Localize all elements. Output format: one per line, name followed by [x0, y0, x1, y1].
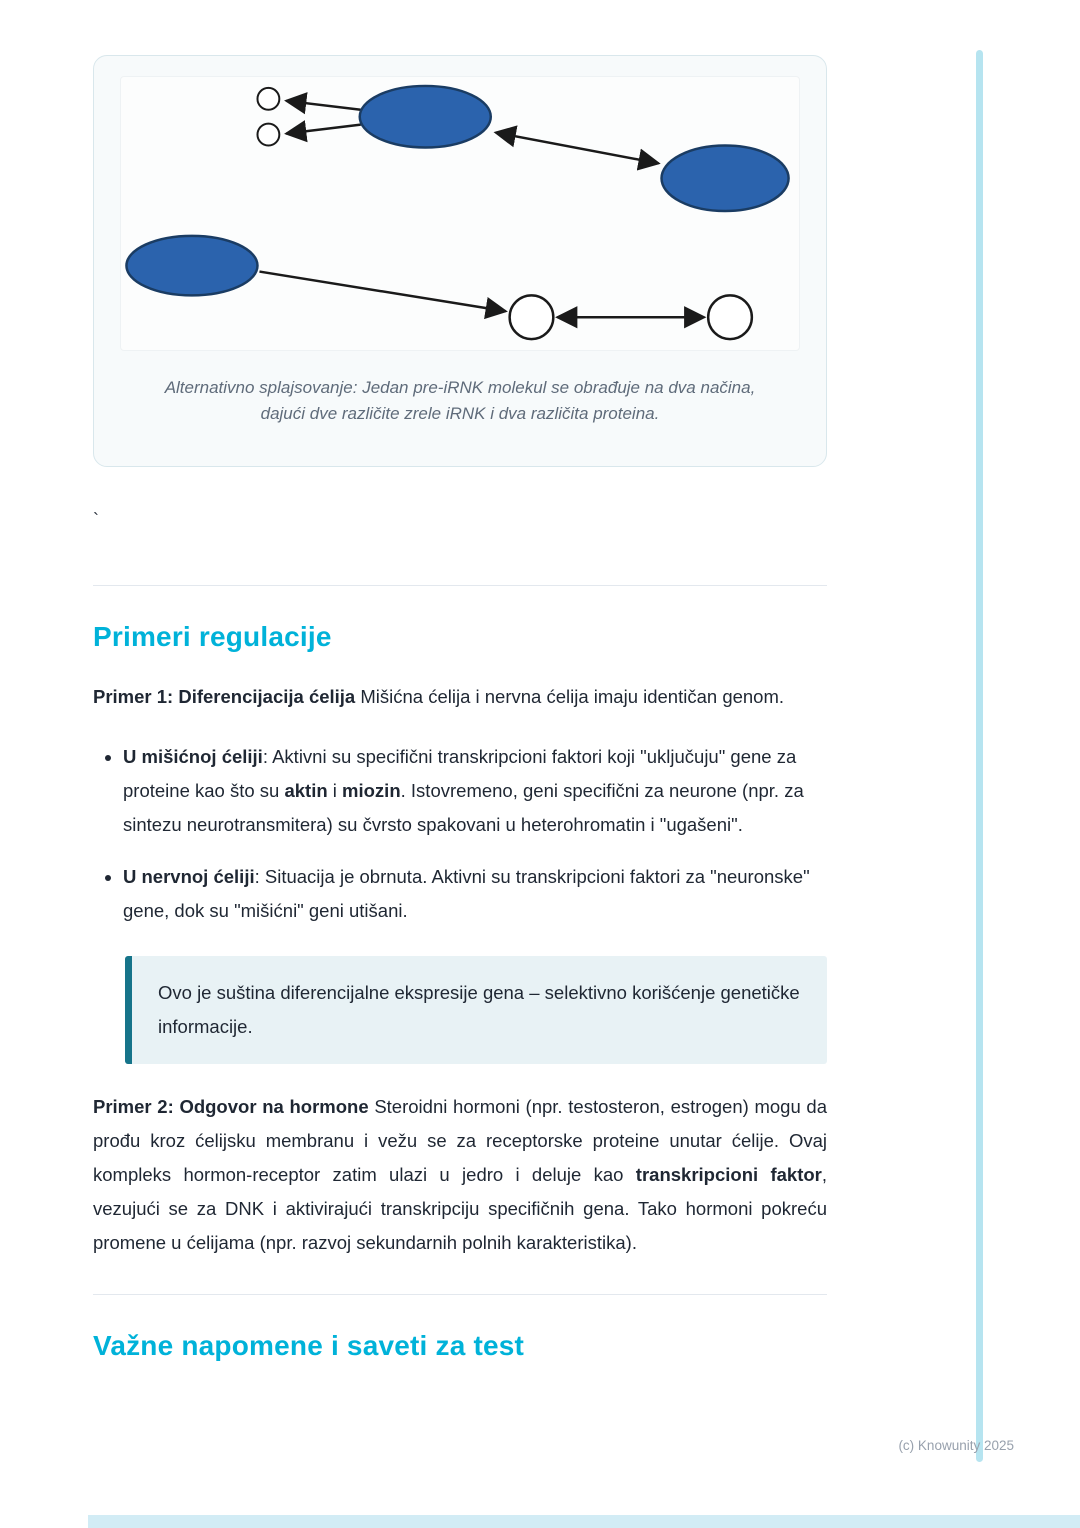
- callout-note: [125, 956, 827, 1064]
- text-segment-bold: Primer 1: Diferencijacija ćelija: [93, 685, 356, 707]
- small-circle-2: [257, 124, 279, 146]
- text-segment: i: [327, 779, 343, 801]
- text-segment: Steroidni hormoni (npr. testosteron, estrogen) mogu da prođu kroz ćelijsku membranu i vežu se za receptorske proteine unutar ćelije. Ovaj kompleks hormon-receptor zatim ulazi u jedro i deluje kao: [93, 1095, 828, 1185]
- section-title-vazne-napomene: Važne napomene i saveti za test: [93, 1329, 525, 1361]
- large-circle-2: [708, 295, 752, 339]
- large-circle-1: [510, 295, 554, 339]
- paragraph-primer-2: [93, 1090, 827, 1260]
- bullet-nerve-cell: [123, 860, 827, 928]
- splicing-diagram-panel: [120, 76, 800, 351]
- blue-ellipse-top: [360, 86, 491, 148]
- blue-ellipse-left: [126, 236, 257, 296]
- arrow-to-circle: [259, 272, 505, 312]
- text-segment-bold: U mišićnoj ćeliji: [123, 745, 263, 767]
- section-divider: [93, 1294, 827, 1295]
- arrow-to-protein-2: [286, 125, 360, 134]
- text-segment: , vezujući se za DNK i aktivirajući transkripciju specifičnih gena. Tako hormoni pokreću promene u ćelijama (npr. razvoj sekundarnih polnih karakteristika).: [93, 1163, 827, 1253]
- bullet-list: [93, 740, 827, 928]
- text-segment: Mišićna ćelija i nervna ćelija imaju identičan genom.: [355, 685, 785, 707]
- text-segment: : Aktivni su specifični transkripcioni faktori koji "uključuju" gene za proteine kao što su: [123, 745, 797, 801]
- callout-text: Ovo je suština diferencijalne ekspresije gena – selektivno korišćenje genetičke informacije.: [158, 981, 800, 1037]
- text-segment: : Situacija je obrnuta. Aktivni su transkripcioni faktori za "neuronske" gene, dok su "mišićni" geni utišani.: [123, 865, 810, 921]
- content-column: [93, 0, 827, 1363]
- blue-ellipse-right: [662, 145, 789, 211]
- stray-backtick: `: [93, 509, 99, 530]
- paragraph-primer-1: [93, 680, 827, 714]
- figure-card: [93, 55, 827, 467]
- text-segment: . Istovremeno, geni specifični za neurone (npr. za sintezu neurotransmitera) su čvrsto spakovani u heterohromatin i "ugašeni".: [123, 779, 804, 835]
- text-segment-bold: transkripcioni faktor: [635, 1163, 822, 1185]
- page-edge-strip: [88, 1515, 1080, 1528]
- text-segment-bold: miozin: [342, 779, 401, 801]
- alternative-splicing-diagram: [121, 77, 799, 350]
- arrow-to-protein-1: [286, 101, 360, 110]
- double-arrow-top: [496, 133, 659, 164]
- section-title-primeri-regulacije: Primeri regulacije: [93, 620, 332, 652]
- small-circle-1: [257, 88, 279, 110]
- page-edge-bar: [976, 50, 983, 1462]
- section-divider: [93, 585, 827, 586]
- text-segment-bold: Primer 2: Odgovor na hormone: [93, 1095, 369, 1117]
- watermark: (c) Knowunity 2025: [898, 1438, 1014, 1453]
- bullet-muscle-cell: [123, 740, 827, 842]
- text-segment-bold: U nervnoj ćeliji: [123, 865, 255, 887]
- figure-caption: Alternativno splajsovanje: Jedan pre-iRNK molekul se obrađuje na dva načina, dajući dve različite zrele iRNK i dva različita proteina.: [164, 378, 756, 424]
- text-segment-bold: aktin: [284, 779, 328, 801]
